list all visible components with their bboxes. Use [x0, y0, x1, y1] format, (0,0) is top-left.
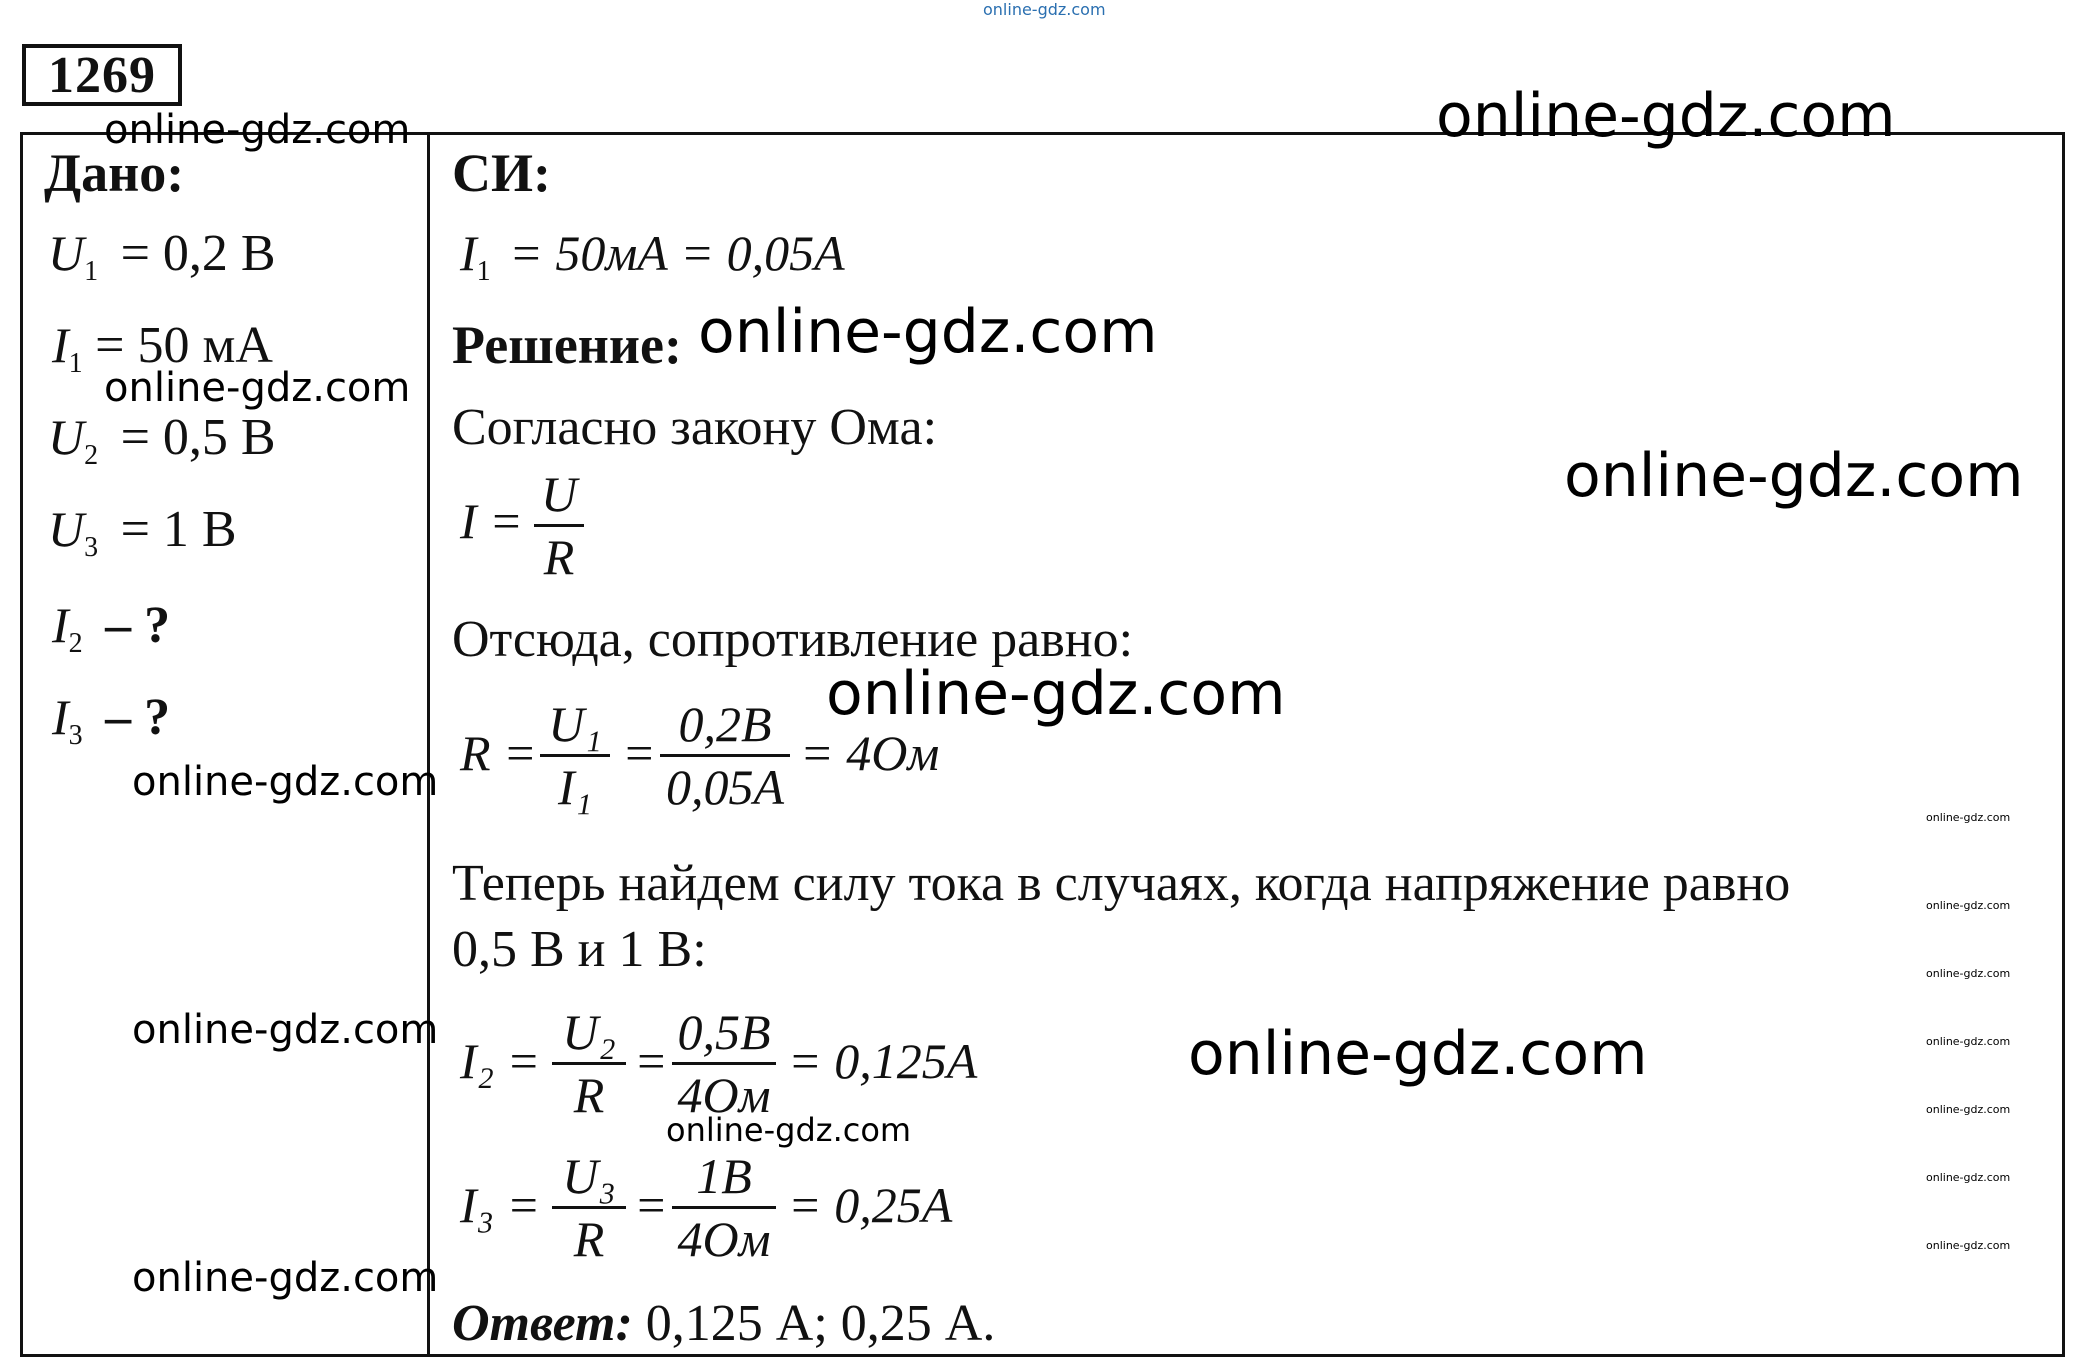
answer-label: Ответ:	[452, 1295, 633, 1352]
watermark: online-gdz.com	[1926, 811, 2011, 824]
resist-lhs: R =	[460, 725, 537, 781]
answer-value: 0,125 А; 0,25 А.	[645, 1295, 996, 1352]
resist-num-2: 0,2В	[678, 696, 772, 752]
resist-eq-1: =	[622, 725, 656, 781]
resist-den-1: I₁	[557, 759, 593, 815]
resist-num-1: U₁	[548, 696, 602, 752]
problem-number: 1269	[22, 44, 182, 106]
given-u3: $U_3 = 1$ В	[48, 501, 237, 563]
given-u2: $U_2 = 0,5$ В	[48, 409, 276, 471]
i2-fraction-1	[552, 1004, 626, 1123]
given-i1: $I_1 = 50$ мА	[52, 317, 273, 379]
i3-den-2: 4Ом	[677, 1211, 771, 1267]
answer-line	[452, 1295, 996, 1352]
given-u1: $U_1 = 0,2$ В	[48, 225, 276, 287]
watermark: online-gdz.com	[1188, 1019, 1648, 1089]
given-i3: $I_3$ – ?	[52, 689, 171, 751]
i3-den-1: R	[573, 1211, 605, 1267]
watermark: online-gdz.com	[826, 659, 1286, 729]
watermark: online-gdz.com	[1926, 899, 2011, 912]
si-conversion: $I_1 = 50мА = 0,05А$	[460, 225, 845, 287]
fraction-bar	[672, 1062, 776, 1065]
fraction-bar	[660, 754, 790, 757]
resist-result: = 4Ом	[800, 725, 940, 781]
watermark-top: online-gdz.com	[983, 0, 1106, 19]
solution-header: Решение:	[452, 315, 682, 375]
i2-fraction-2	[672, 1004, 776, 1123]
now-text-line-1: Теперь найдем силу тока в случаях, когда напряжение равно	[452, 855, 1791, 912]
ohm-formula-lhs: I =	[460, 493, 523, 549]
resist-fraction-2	[660, 696, 790, 815]
i3-fraction-1	[552, 1148, 626, 1267]
fraction-bar	[552, 1062, 626, 1065]
watermark: online-gdz.com	[1436, 81, 1896, 151]
watermark: online-gdz.com	[132, 1007, 439, 1053]
i2-result: = 0,125А	[788, 1033, 978, 1089]
i2-num-2: 0,5В	[677, 1004, 771, 1060]
i2-eq-1: =	[634, 1033, 668, 1089]
i2-den-2: 4Ом	[677, 1067, 771, 1123]
ohm-fraction	[534, 466, 584, 585]
watermark: online-gdz.com	[1926, 1103, 2011, 1116]
watermark: online-gdz.com	[1926, 1239, 2011, 1252]
watermark: online-gdz.com	[132, 1255, 439, 1301]
i3-num-1: U₃	[562, 1148, 616, 1204]
resist-den-2: 0,05А	[665, 759, 785, 815]
watermark: online-gdz.com	[666, 1111, 912, 1149]
i3-num-2: 1В	[696, 1148, 752, 1204]
watermark: online-gdz.com	[104, 107, 411, 153]
given-i2: $I_2$ – ?	[52, 597, 171, 659]
ohm-law-text: Согласно закону Ома:	[452, 399, 938, 456]
fraction-bar	[534, 524, 584, 527]
i3-result: = 0,25А	[788, 1177, 953, 1233]
i2-lhs: I₂ =	[460, 1033, 541, 1089]
si-header: СИ:	[452, 143, 551, 203]
i2-num-1: U₂	[562, 1004, 616, 1060]
watermark: online-gdz.com	[1926, 1035, 2011, 1048]
resist-fraction-1	[540, 696, 610, 815]
fraction-bar	[540, 754, 610, 757]
watermark: online-gdz.com	[1926, 967, 2011, 980]
watermark: online-gdz.com	[104, 365, 411, 411]
watermark: online-gdz.com	[1564, 441, 2024, 511]
fraction-bar	[552, 1206, 626, 1209]
watermark: online-gdz.com	[1926, 1171, 2011, 1184]
watermark: online-gdz.com	[132, 759, 439, 805]
i3-eq-1: =	[634, 1177, 668, 1233]
now-text-line-2: 0,5 В и 1 В:	[452, 921, 707, 978]
given-header: Дано:	[44, 143, 185, 203]
resistance-text: Отсюда, сопротивление равно:	[452, 611, 1134, 668]
column-divider	[427, 132, 430, 1357]
i3-fraction-2	[672, 1148, 776, 1267]
watermark: online-gdz.com	[698, 297, 1158, 367]
fraction-bar	[672, 1206, 776, 1209]
ohm-denominator: R	[543, 529, 575, 585]
i2-den-1: R	[573, 1067, 605, 1123]
ohm-numerator: U	[540, 466, 578, 522]
i3-lhs: I₃ =	[460, 1177, 541, 1233]
